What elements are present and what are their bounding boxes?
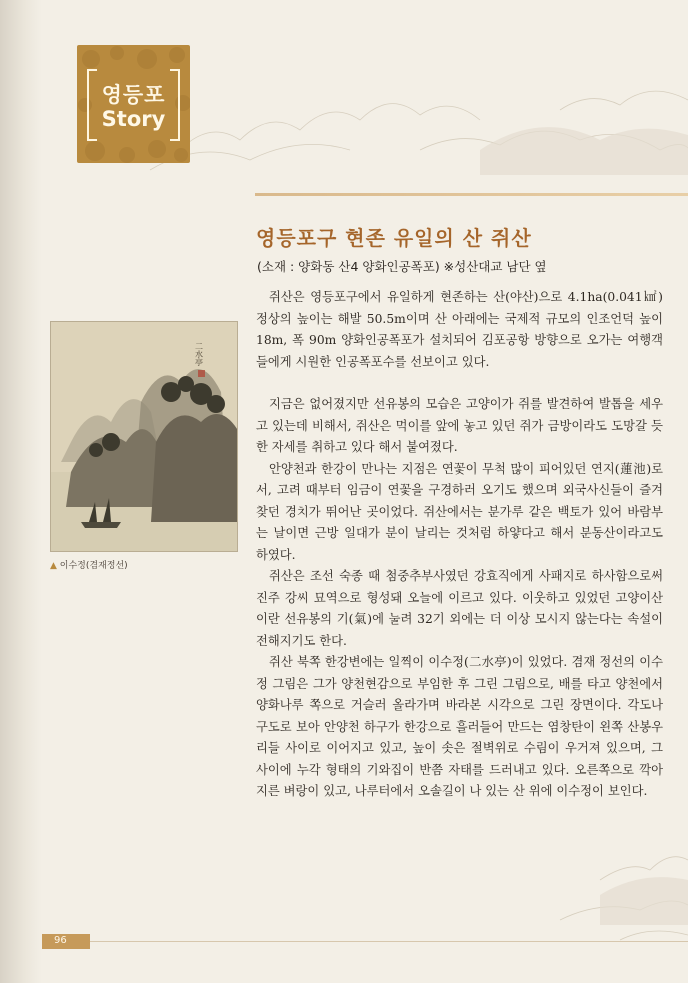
article-body [256,287,663,803]
svg-text:二水亭: 二水亭 [194,342,204,366]
heading-divider [255,193,688,196]
badge-subtitle: Story [101,107,166,131]
section-badge [77,45,190,163]
footer-divider [90,941,688,942]
article-location: (소재 : 양화동 산4 양화인공폭포) ※성산대교 남단 옆 [257,259,547,274]
landscape-painting [51,322,238,552]
triangle-icon: ▲ [50,561,57,571]
paragraph: 안양천과 한강이 만나는 지점은 연꽃이 무척 많이 피어있던 연지(蓮池)로서, 고려 때부터 임금이 연꽃을 구경하러 오기도 했으며 외국사신들이 즐겨찾던 경치가 뛰어난 곳이었다. 쥐산에서는 분가루 같은 백토가 있어 바람부는 날이면 근방 일대가 분이 날리는 것처럼 하얗다고 해서 분동산이라고도 하였다. [256,461,663,562]
page-number: 96 [54,935,67,946]
badge-title: 영등포 [101,83,166,107]
article-heading: 영등포구 현존 유일의 산 쥐산 [256,226,532,250]
page-gutter-shade [0,0,42,983]
painting-image [50,321,238,552]
paragraph: 쥐산은 조선 숙종 때 첨중추부사였던 강효직에게 사패지로 하사함으로써 진주 강씨 묘역으로 형성돼 오늘에 이르고 있다. 이웃하고 있었던 고양이산이란 선유봉의 기(氣)에 눌려 32기 외에는 더 이상 모시지 않는다는 속설이 전해지기도 한다. [256,569,663,648]
paragraph: 쥐산은 영등포구에서 유일하게 현존하는 산(야산)으로 4.1ha(0.041㎢) 정상의 높이는 해발 50.5m이며 산 아래에는 국제적 규모의 인조언덕 높이 18m, 폭 90m 양화인공폭포가 설치되어 김포공항 방향으로 오가는 여행객들에게 시원한 인공폭포수를 선보이고 있다. [256,290,663,369]
paragraph: 쥐산 북쪽 한강변에는 일찍이 이수정(二水亭)이 있었다. 겸재 정선의 이수정 그림은 그가 양천현감으로 부임한 후 그린 그림으로, 배를 타고 양천에서 양화나루 쪽으로 거슬러 올라가며 바라본 시각으로 그린 장면이다. 각도나 구도로 보아 안양천 하구가 한강으로 흘러들어 만드는 염창탄이 왼쪽 산봉우리들 사이로 이어지고 있고, 높이 솟은 절벽위로 수림이 우거져 있으며, 그 사이에 누각 형태의 기와집이 반쯤 자태를 드러내고 있다. 오른쪽으로 깍아지른 벼랑이 있고, 나루터에서 오솔길이 나 있는 산 위에 이수정이 보인다. [256,655,663,798]
painting-caption [50,558,240,571]
paragraph: 지금은 없어졌지만 선유봉의 모습은 고양이가 쥐를 발견하여 발톱을 세우고 있는데 비해서, 쥐산은 먹이를 앞에 놓고 있던 쥐가 금방이라도 도망갈 듯한 자세를 취하고 있다 해서 붙여졌다. [256,397,663,454]
caption-text: 이수정(겸재정선) [59,561,128,571]
